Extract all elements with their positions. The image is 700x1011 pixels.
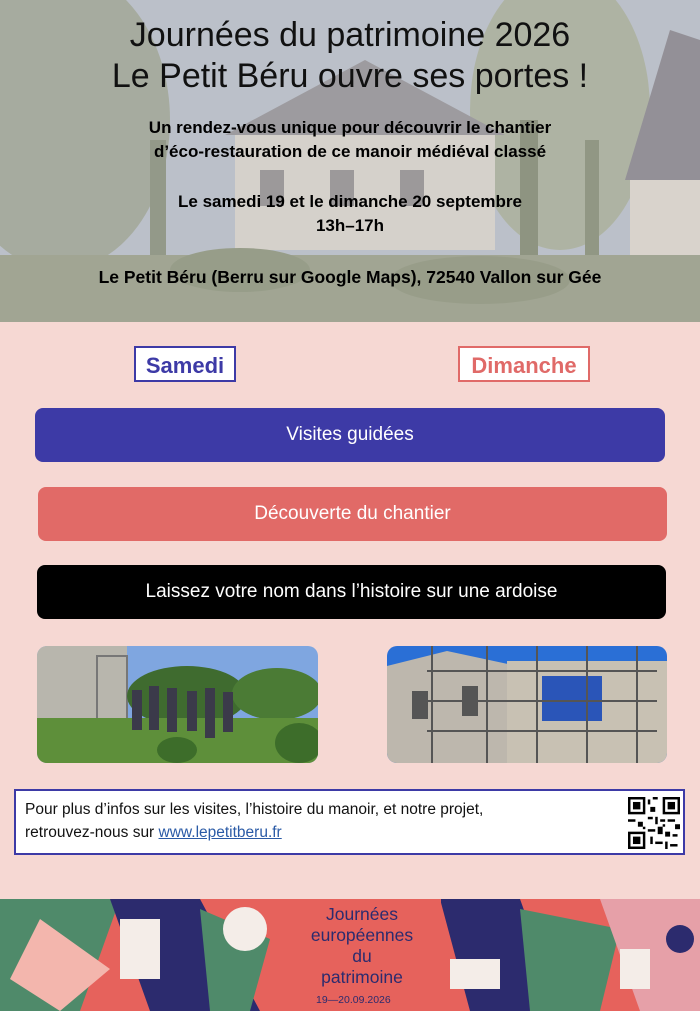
- jep-banner: [0, 899, 700, 1011]
- website-link[interactable]: www.lepetitberu.fr: [158, 824, 282, 841]
- scaffolding-photo: [387, 646, 667, 763]
- event-description-line1: Un rendez-vous unique pour découvrir le chantier: [148, 118, 552, 137]
- hero-banner: [0, 0, 700, 322]
- site-discovery-bar: Découverte du chantier: [38, 487, 667, 541]
- info-box: [14, 789, 685, 855]
- guided-tours-bar: Visites guidées: [35, 408, 665, 462]
- jep-dates: 19—20.09.2026: [316, 994, 391, 1006]
- event-headline: Le Petit Béru ouvre ses portes !: [111, 57, 589, 95]
- jep-line4: patrimoine: [321, 967, 403, 987]
- slate-signing-bar: Laissez votre nom dans l’histoire sur une ardoise: [37, 565, 666, 619]
- event-description-line2: d’éco-restauration de ce manoir médiéval classé: [153, 142, 547, 161]
- jep-line3: du: [352, 946, 372, 966]
- jep-line1: Journées: [326, 904, 398, 924]
- info-text-line2: [25, 822, 282, 844]
- sunday-label: Dimanche: [458, 346, 590, 382]
- event-location: Le Petit Béru (Berru sur Google Maps), 72540 Vallon sur Gée: [98, 267, 602, 287]
- qr-code-icon[interactable]: [628, 797, 680, 849]
- event-dates: Le samedi 19 et le dimanche 20 septembre: [178, 192, 522, 211]
- saturday-label: Samedi: [134, 346, 236, 382]
- event-title: Journées du patrimoine 2026: [129, 16, 571, 54]
- jep-line2: européennes: [310, 925, 414, 945]
- guided-tour-photo: [37, 646, 318, 763]
- info-text-line1: Pour plus d’infos sur les visites, l’histoire du manoir, et notre projet,: [25, 801, 484, 818]
- event-hours: 13h–17h: [315, 216, 385, 235]
- info-text-prefix: retrouvez-nous sur: [25, 824, 159, 841]
